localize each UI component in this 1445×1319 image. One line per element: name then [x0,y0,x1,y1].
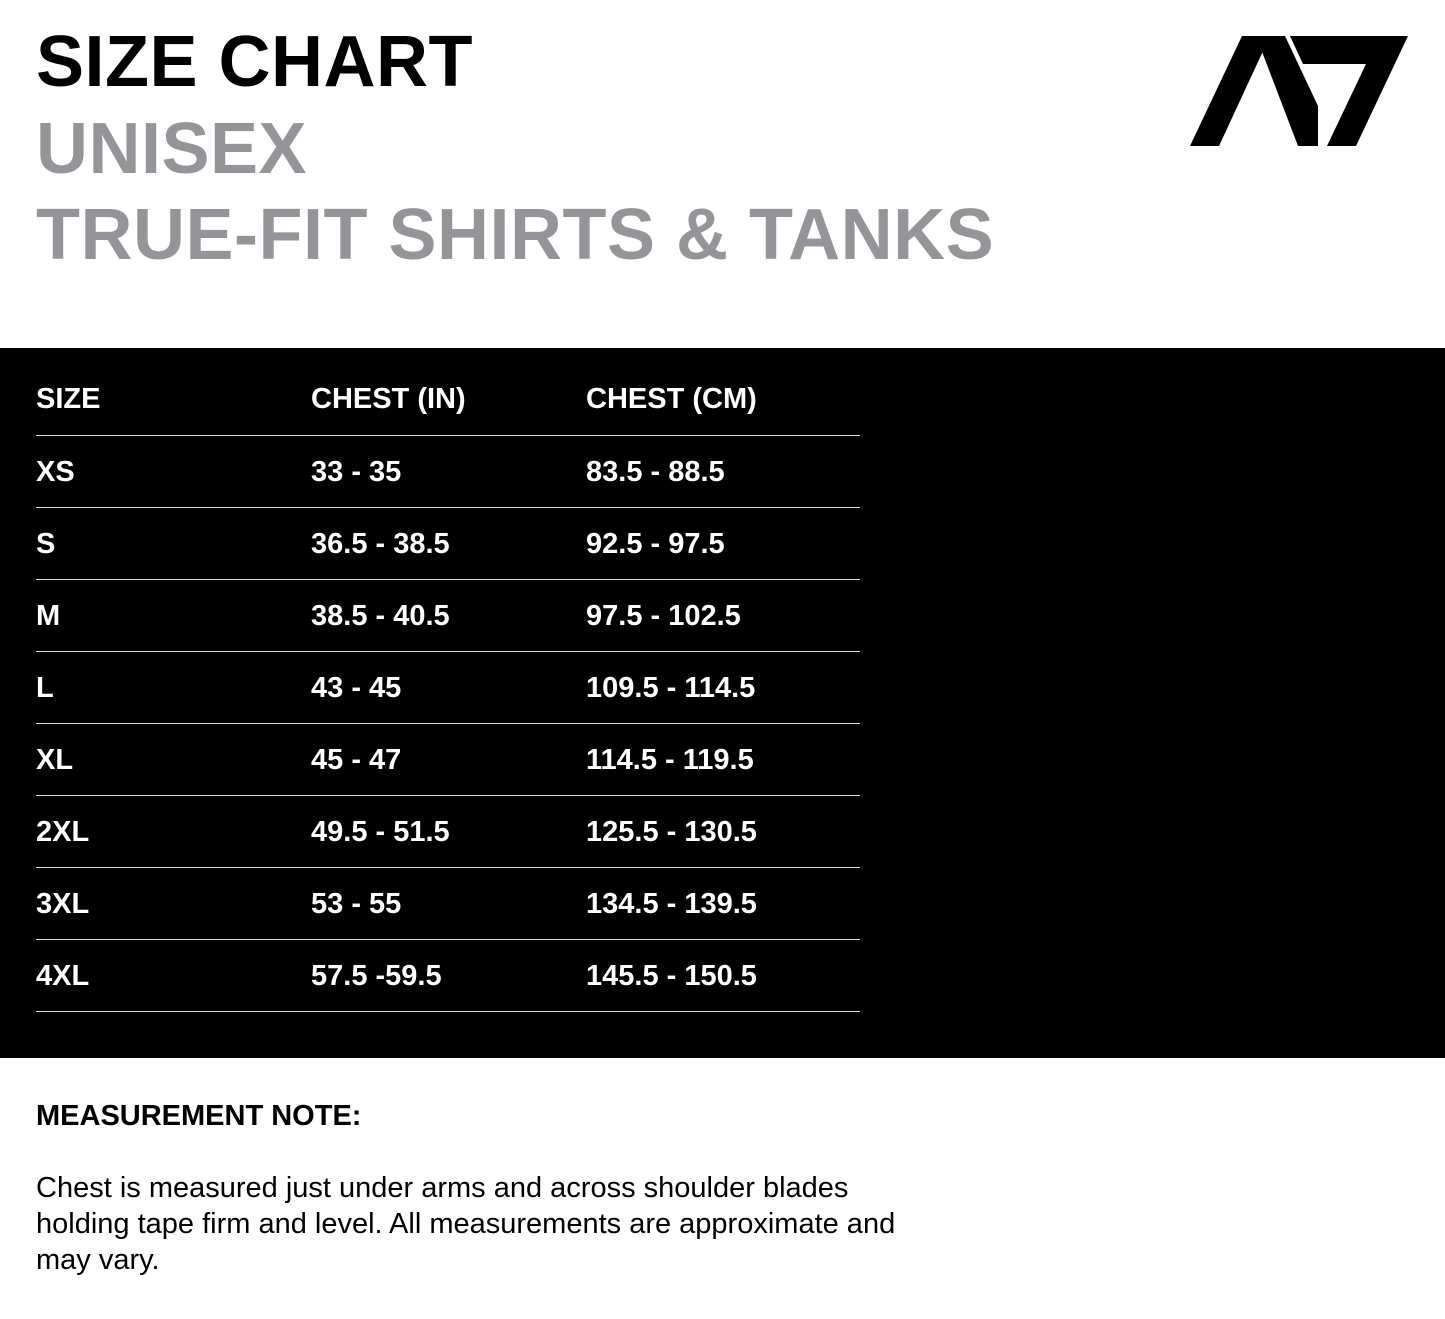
column-header-size: SIZE [36,383,101,415]
size-table [36,364,860,1012]
chest-in-cell: 49.5 - 51.5 [311,816,450,848]
chest-in-cell: 53 - 55 [311,888,402,920]
size-cell: 4XL [36,960,90,992]
column-header-chest-cm: CHEST (CM) [586,383,757,415]
table-row [36,940,860,1012]
page-subtitle-product: TRUE-FIT SHIRTS & TANKS [36,195,995,275]
size-cell: XL [36,744,74,776]
chest-cm-cell: 83.5 - 88.5 [586,456,725,488]
table-row [36,724,860,796]
chest-in-cell: 38.5 - 40.5 [311,600,450,632]
measurement-note-title: MEASUREMENT NOTE: [36,1100,362,1132]
table-row [36,868,860,940]
size-cell: S [36,528,56,560]
chest-cm-cell: 145.5 - 150.5 [586,960,757,992]
size-cell: L [36,672,54,704]
chest-cm-cell: 125.5 - 130.5 [586,816,757,848]
table-row [36,652,860,724]
chest-in-cell: 45 - 47 [311,744,402,776]
table-row [36,580,860,652]
size-cell: M [36,600,61,632]
size-cell: XS [36,456,75,488]
chest-cm-cell: 134.5 - 139.5 [586,888,757,920]
measurement-note-body: Chest is measured just under arms and across shoulder blades holding tape firm and level. All measurements are approximate and may vary. [36,1172,896,1276]
chest-cm-cell: 92.5 - 97.5 [586,528,725,560]
page-header [0,0,1445,348]
measurement-note [36,1096,936,1278]
size-cell: 3XL [36,888,90,920]
chest-in-cell: 36.5 - 38.5 [311,528,450,560]
chest-in-cell: 43 - 45 [311,672,402,704]
column-header-chest-in: CHEST (IN) [311,383,466,415]
page-title: SIZE CHART [36,22,473,102]
size-table-panel [0,348,1445,1058]
table-row [36,508,860,580]
table-row [36,796,860,868]
table-row [36,436,860,508]
chest-in-cell: 33 - 35 [311,456,402,488]
page-subtitle-gender: UNISEX [36,109,308,189]
logo-slash-shape [1190,36,1270,146]
a7-brand-logo-icon [1190,36,1408,146]
chest-cm-cell: 97.5 - 102.5 [586,600,741,632]
chest-cm-cell: 114.5 - 119.5 [586,744,754,776]
table-header-row [36,364,860,436]
chest-cm-cell: 109.5 - 114.5 [586,672,756,704]
size-cell: 2XL [36,816,90,848]
chest-in-cell: 57.5 -59.5 [311,960,442,992]
